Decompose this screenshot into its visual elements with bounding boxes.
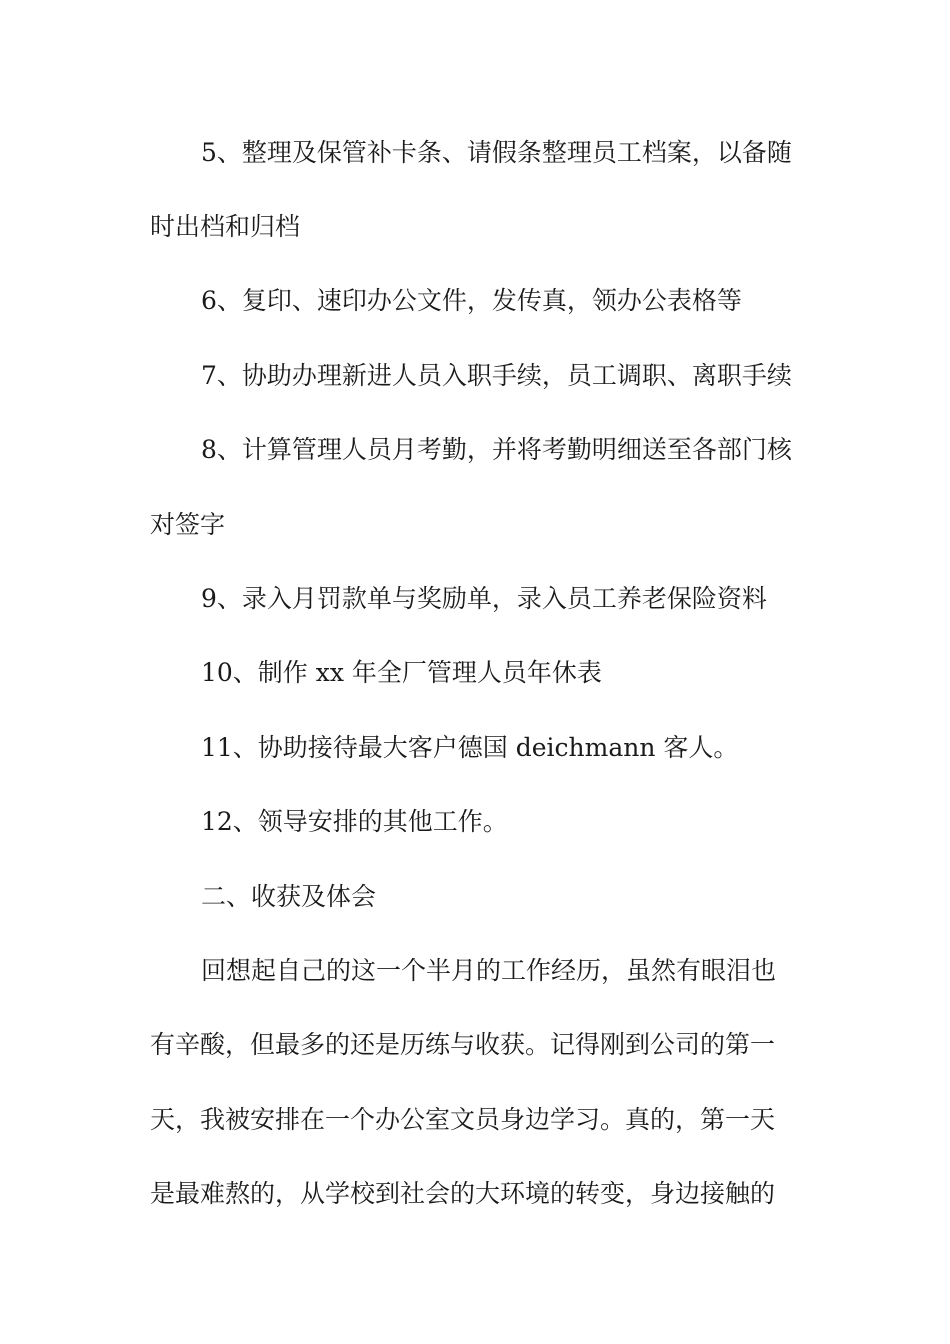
paragraph-item-5-line-1: 5、整理及保管补卡条、请假条整理员工档案，以备随	[201, 138, 792, 167]
paragraph-item-9: 9、录入月罚款单与奖励单，录入员工养老保险资料	[201, 584, 767, 613]
section-heading-harvest: 二、收获及体会	[201, 882, 377, 911]
paragraph-item-6: 6、复印、速印办公文件，发传真，领办公表格等	[201, 286, 742, 315]
paragraph-reflection-line-1: 回想起自己的这一个半月的工作经历，虽然有眼泪也	[201, 956, 777, 985]
paragraph-reflection-line-2: 有辛酸，但最多的还是历练与收获。记得刚到公司的第一	[150, 1030, 776, 1059]
paragraph-reflection-line-3: 天，我被安排在一个办公室文员身边学习。真的，第一天	[150, 1105, 776, 1134]
paragraph-item-8-line-1: 8、计算管理人员月考勤，并将考勤明细送至各部门核	[201, 435, 792, 464]
paragraph-item-12: 12、领导安排的其他工作。	[201, 807, 508, 836]
paragraph-reflection-line-4: 是最难熬的，从学校到社会的大环境的转变，身边接触的	[150, 1179, 776, 1208]
paragraph-item-10: 10、制作 xx 年全厂管理人员年休表	[201, 658, 602, 687]
paragraph-item-8-line-2: 对签字	[150, 510, 226, 539]
paragraph-item-11: 11、协助接待最大客户德国 deichmann 客人。	[201, 733, 739, 762]
paragraph-item-5-line-2: 时出档和归档	[150, 212, 301, 241]
paragraph-item-7: 7、协助办理新进人员入职手续，员工调职、离职手续	[201, 361, 792, 390]
